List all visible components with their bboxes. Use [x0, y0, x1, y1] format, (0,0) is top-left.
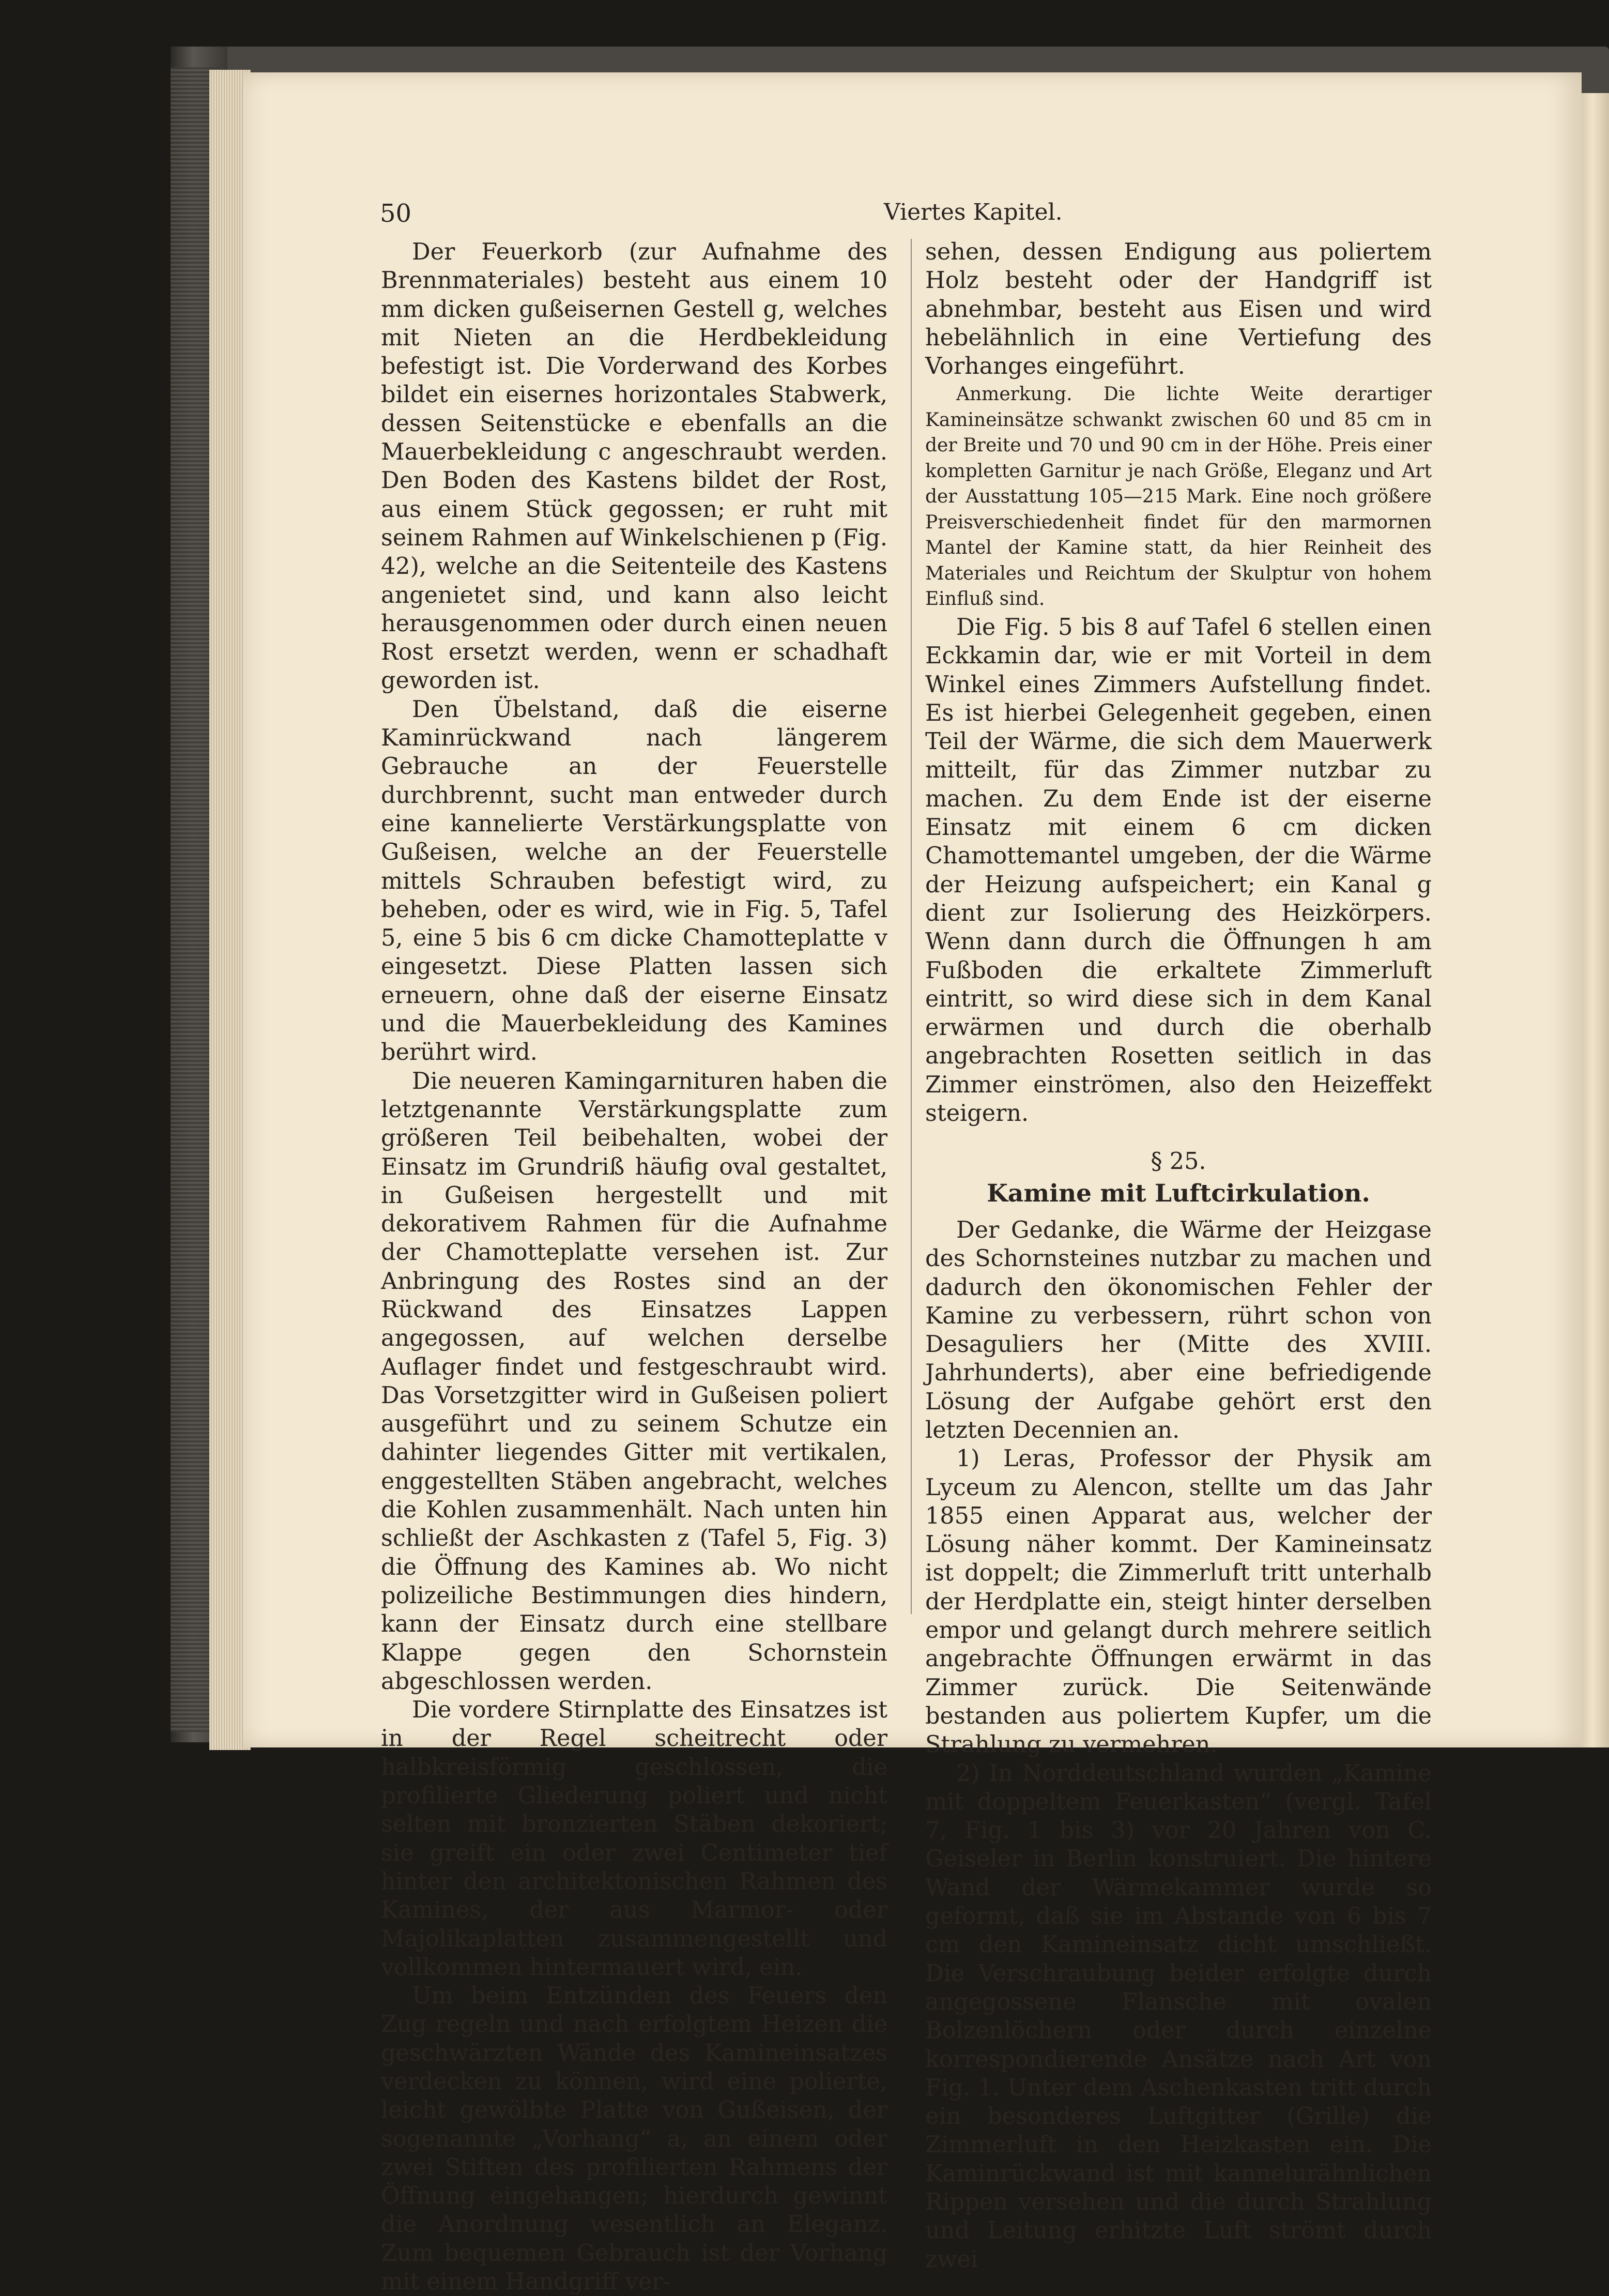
paragraph-leras: 1) Leras, Professor der Physik am Lyceum zu Alencon, stellte um das Jahr 1855 einen Apparat aus, welcher der Lösung näher kommt. Der Kamineinsatz ist doppelt; die Zimmerluft tritt unterhalb der Herdplatte ein, steigt hinter derselben empor und gelangt durch mehrere seitlich angebrachte Öffnungen erwärmt in das Zimmer zurück. Die Seitenwände bestanden aus poliertem Kupfer, um die Strahlung zu vermehren.	[925, 1446, 1432, 1758]
paragraph-eckkamin: Die Fig. 5 bis 8 auf Tafel 6 stellen einen Eckkamin dar, wie er mit Vorteil in dem Winkel eines Zimmers Aufstellung findet. Es ist hierbei Gelegenheit gegeben, einen Teil der Wärme, die sich dem Mauerwerk mitteilt, für das Zimmer nutzbar zu machen. Zu dem Ende ist der eiserne Einsatz mit einem 6 cm dicken Chamottemantel umgeben, der die Wärme der Heizung aufspeichert; ein Kanal g dient zur Isolierung des Heizkörpers. Wenn dann durch die Öffnungen h am Fußboden die erkaltete Zimmerluft eintritt, so wird diese sich in dem Kanal erwärmen und durch die oberhalb angebrachten Rosetten seitlich in das Zimmer einströmen, also den Heizeffekt steigern.	[925, 614, 1432, 1127]
column-divider	[911, 239, 912, 1614]
paragraph-gedanke: Der Gedanke, die Wärme der Heizgase des Schornsteines nutzbar zu machen und dadurch den ökonomischen Fehler der Kamine zu verbessern, rührt schon von Desaguliers her (Mitte des XVIII. Jahrhunderts), aber eine befriedigende Lösung der Aufgabe gehört erst den letzten Decennien an.	[925, 1217, 1432, 1443]
page-number: 50	[380, 199, 412, 228]
running-head: Viertes Kapitel.	[884, 199, 1063, 225]
paragraph-continuation: sehen, dessen Endigung aus poliertem Holz besteht oder der Handgriff ist abnehmbar, besteht aus Eisen und wird hebelähnlich in eine Vertiefung des Vorhanges eingeführt.	[925, 239, 1432, 380]
left-column	[381, 238, 887, 2296]
facing-page-edge	[1582, 93, 1609, 1747]
section-number: § 25.	[1151, 1148, 1206, 1175]
paragraph-vorhang: Um beim Entzünden des Feuers den Zug regeln und nach erfolgtem Heizen die geschwärzten Wände des Kamineinsatzes verdecken zu können, wird eine polierte, leicht gewölbte Platte von Gußeisen, der sogenannte „Vorhang“ a, an einem oder zwei Stiften des profilierten Rahmens der Öffnung eingehangen; hierdurch gewinnt die Anordnung wesentlich an Eleganz. Zum bequemen Gebrauch ist der Vorhang mit einem Handgriff ver-	[381, 1983, 887, 2295]
paragraph-uebelstand: Den Übelstand, daß die eiserne Kaminrückwand nach längerem Gebrauche an der Feuerstelle durchbrennt, sucht man entweder durch eine kannelierte Verstärkungsplatte von Gußeisen, welche an der Feuerstelle mittels Schrauben befestigt wird, zu beheben, oder es wird, wie in Fig. 5, Tafel 5, eine 5 bis 6 cm dicke Chamotteplatte v eingesetzt. Diese Platten lassen sich erneuern, ohne daß der eiserne Einsatz und die Mauerbekleidung des Kamines berührt wird.	[381, 696, 887, 1066]
paragraph-stirnplatte: Die vordere Stirnplatte des Einsatzes ist in der Regel scheitrecht oder halbkreisförmig geschlossen, die profilierte Gliederung poliert und nicht selten mit bronzierten Stäben dekoriert; sie greift ein oder zwei Centimeter tief hinter den architektonischen Rahmen des Kamines, der aus Marmor- oder Majolikaplatten zusammengestellt und vollkommen hintermauert wird, ein.	[381, 1697, 887, 1981]
right-column	[925, 238, 1432, 2274]
paragraph-norddeutschland: 2) In Norddeutschland wurden „Kamine mit doppeltem Feuerkasten“ (vergl. Tafel 7, Fig. 1 bis 3) vor 20 Jahren von C. Geiseler in Berlin konstruiert. Die hintere Wand der Wärmekammer wurde so geformt, daß sie im Abstande von 6 bis 7 cm den Kamineinsatz dicht umschließt. Die Verschraubung beider erfolgte durch angegossene Flansche mit ovalen Bolzenlöchern oder durch einzelne korrespondierende Ansätze nach Art von Fig. 1. Unter dem Aschenkasten tritt durch ein besonderes Luftgitter (Grille) die Zimmerluft in den Heizkasten ein. Die Kaminrückwand ist mit kannelurähnlichen Rippen versehen und die durch Strahlung und Leitung erhitzte Luft strömt durch zwei	[925, 1760, 1432, 2273]
footnote-anmerkung: Anmerkung. Die lichte Weite derartiger Kamineinsätze schwankt zwischen 60 und 85 cm in der Breite und 70 und 90 cm in der Höhe. Preis einer kompletten Garnitur je nach Größe, Eleganz und Art der Ausstattung 105—215 Mark. Eine noch größere Preisverschiedenheit findet für den marmornen Mantel der Kamine statt, da hier Reinheit des Materiales und Reichtum der Skulptur von hohem Einfluß sind.	[925, 384, 1432, 610]
paragraph-kamingarnituren: Die neueren Kamingarnituren haben die letztgenannte Verstärkungsplatte zum größeren Teil beibehalten, wobei der Einsatz im Grundriß häufig oval gestaltet, in Gußeisen hergestellt und mit dekorativem Rahmen für die Aufnahme der Chamotteplatte versehen ist. Zur Anbringung des Rostes sind an der Rückwand des Einsatzes Lappen angegossen, auf welchen derselbe Auflager findet und festgeschraubt wird. Das Vorsetzgitter wird in Gußeisen poliert ausgeführt und zu seinem Schutze ein dahinter liegendes Gitter mit vertikalen, enggestellten Stäben angebracht, welches die Kohlen zusammenhält. Nach unten hin schließt der Aschkasten z (Tafel 5, Fig. 3) die Öffnung des Kamines ab. Wo nicht polizeiliche Bestimmungen dies hindern, kann der Einsatz durch eine stellbare Klappe gegen den Schornstein abgeschlossen werden.	[381, 1068, 887, 1695]
section-title: Kamine mit Luftcirkulation.	[987, 1179, 1370, 1208]
paragraph-feuerkorb: Der Feuerkorb (zur Aufnahme des Brennmateriales) besteht aus einem 10 mm dicken gußeisernen Gestell g, welches mit Nieten an die Herdbekleidung befestigt ist. Die Vorderwand des Korbes bildet ein eisernes horizontales Stabwerk, dessen Seitenstücke e ebenfalls an die Mauerbekleidung c angeschraubt werden. Den Boden des Kastens bildet der Rost, aus einem Stück gegossen; er ruht mit seinem Rahmen auf Winkelschienen p (Fig. 42), welche an die Seitenteile des Kastens angenietet sind, und kann also leicht herausgenommen oder durch einen neuen Rost ersetzt werden, wenn er schadhaft geworden ist.	[381, 239, 887, 694]
